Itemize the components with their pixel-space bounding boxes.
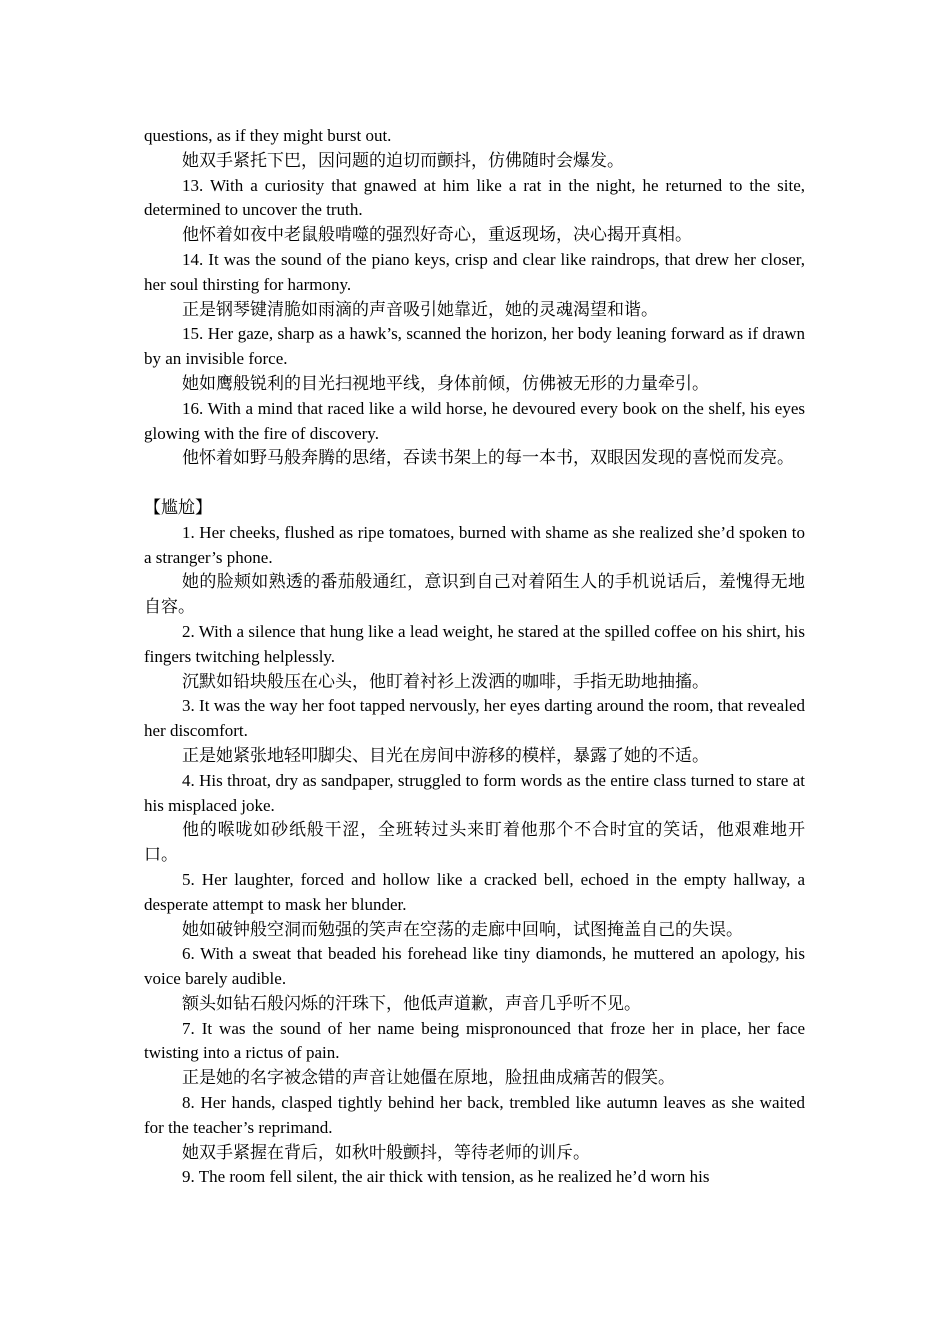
translation-cn: 她如鹰般锐利的目光扫视地平线，身体前倾，仿佛被无形的力量牵引。 xyxy=(182,373,709,393)
sentence-en: 16. With a mind that raced like a wild horse, he devoured every book on the shelf, his eyes glowing with the fire of discovery. xyxy=(144,398,805,443)
translation-cn: 沉默如铅块般压在心头，他盯着衬衫上泼洒的咖啡，手指无助地抽搐。 xyxy=(182,671,709,691)
translation-cn: 额头如钻石般闪烁的汗珠下，他低声道歉，声音几乎听不见。 xyxy=(182,993,641,1013)
sentence-en: 1. Her cheeks, flushed as ripe tomatoes, burned with shame as she realized she’d spoken to a stranger’s phone. xyxy=(144,522,805,567)
sentence-en: 13. With a curiosity that gnawed at him like a rat in the night, he returned to the site, determined to uncover the truth. xyxy=(144,175,805,220)
section-heading: 【尴尬】 xyxy=(144,497,212,517)
sentence-en: 9. The room fell silent, the air thick with tension, as he realized he’d worn his xyxy=(182,1167,710,1187)
sentence-en: 4. His throat, dry as sandpaper, struggled to form words as the entire class turned to stare at his misplaced joke. xyxy=(144,770,805,815)
blank-line xyxy=(144,471,805,496)
sentence-en: 15. Her gaze, sharp as a hawk’s, scanned the horizon, her body leaning forward as if drawn by an invisible force. xyxy=(144,324,805,369)
continuation-line: questions, as if they might burst out. xyxy=(144,126,392,145)
translation-cn: 她双手紧托下巴，因问题的迫切而颤抖，仿佛随时会爆发。 xyxy=(182,150,624,170)
translation-cn: 她双手紧握在背后，如秋叶般颤抖，等待老师的训斥。 xyxy=(182,1142,590,1162)
sentence-en: 2. With a silence that hung like a lead weight, he stared at the spilled coffee on his shirt, his fingers twitching helplessly. xyxy=(144,621,805,666)
sentence-en: 5. Her laughter, forced and hollow like a cracked bell, echoed in the empty hallway, a desperate attempt to mask her blunder. xyxy=(144,869,805,914)
sentence-en: 6. With a sweat that beaded his forehead like tiny diamonds, he muttered an apology, his voice barely audible. xyxy=(144,944,805,989)
sentence-en: 3. It was the way her foot tapped nervously, her eyes darting around the room, that revealed her discomfort. xyxy=(144,696,805,741)
translation-cn: 正是她的名字被念错的声音让她僵在原地，脸扭曲成痛苦的假笑。 xyxy=(182,1068,675,1088)
translation-cn: 正是她紧张地轻叩脚尖、目光在房间中游移的模样，暴露了她的不适。 xyxy=(182,745,709,765)
translation-cn: 她如破钟般空洞而勉强的笑声在空荡的走廊中回响，试图掩盖自己的失误。 xyxy=(182,919,743,939)
translation-cn: 正是钢琴键清脆如雨滴的声音吸引她靠近，她的灵魂渴望和谐。 xyxy=(182,299,658,319)
translation-cn: 他的喉咙如砂纸般干涩，全班转过头来盯着他那个不合时宜的笑话，他艰难地开口。 xyxy=(144,820,805,865)
translation-cn: 他怀着如夜中老鼠般啃噬的强烈好奇心，重返现场，决心揭开真相。 xyxy=(182,225,692,245)
translation-cn: 她的脸颊如熟透的番茄般通红，意识到自己对着陌生人的手机说话后，羞愧得无地自容。 xyxy=(144,572,805,617)
document-page xyxy=(144,124,805,1190)
sentence-en: 7. It was the sound of her name being mispronounced that froze her in place, her face twisting into a rictus of pain. xyxy=(144,1018,805,1063)
sentence-en: 14. It was the sound of the piano keys, crisp and clear like raindrops, that drew her closer, her soul thirsting for harmony. xyxy=(144,249,805,294)
sentence-en: 8. Her hands, clasped tightly behind her back, trembled like autumn leaves as she waited for the teacher’s reprimand. xyxy=(144,1093,805,1137)
translation-cn: 他怀着如野马般奔腾的思绪，吞读书架上的每一本书，双眼因发现的喜悦而发亮。 xyxy=(182,448,794,468)
